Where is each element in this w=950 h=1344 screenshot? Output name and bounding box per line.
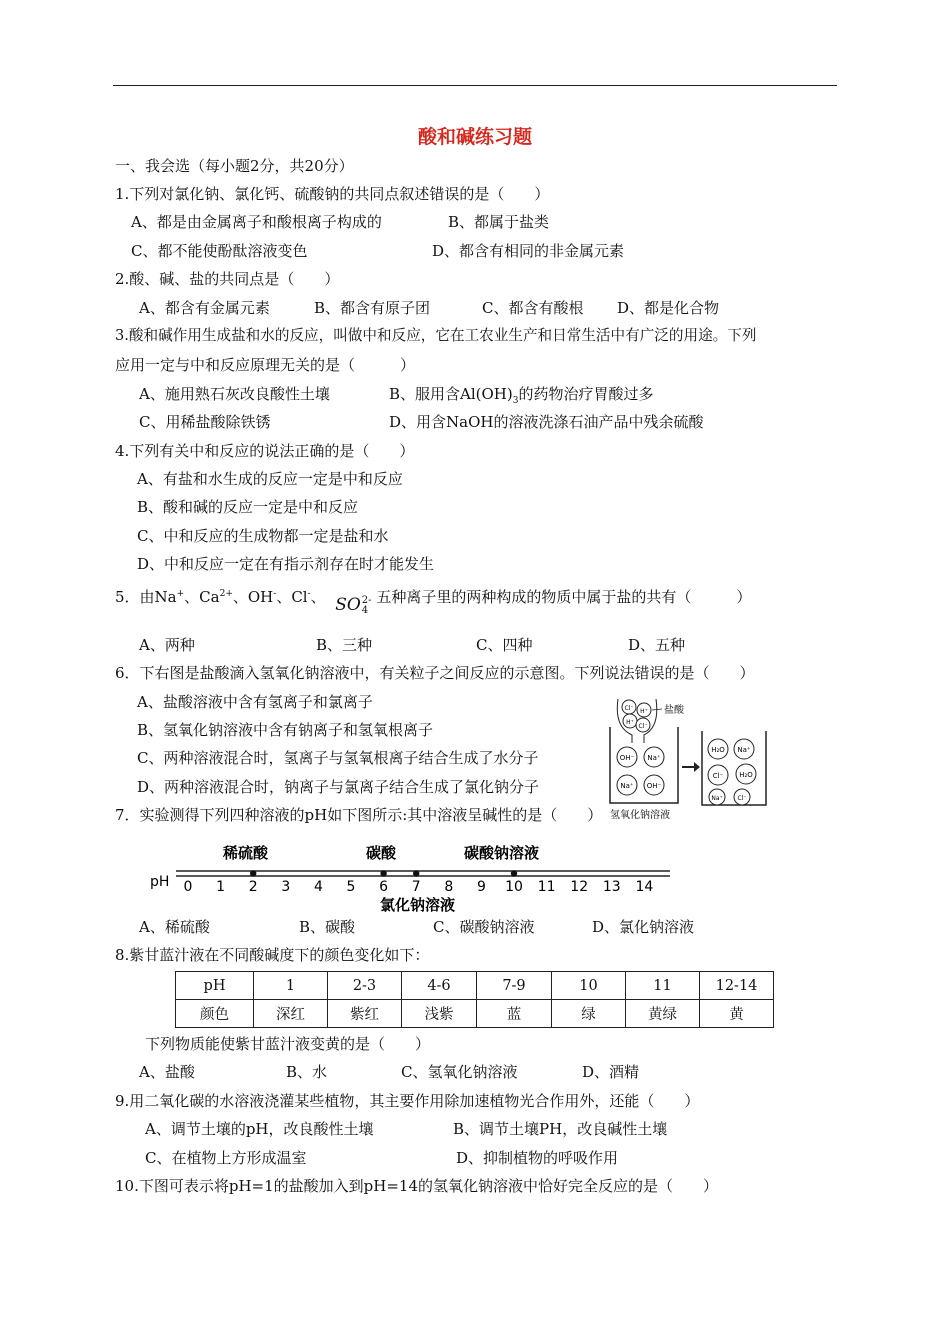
ion-label: H⁺ (640, 708, 648, 715)
q3-stem-line2: 应用一定与中和反应原理无关的是（ ） (115, 356, 416, 374)
table-cell: 12-14 (700, 972, 774, 1000)
ion-label: Cl⁻ (638, 723, 648, 730)
ph-tick-label: 11 (537, 879, 556, 895)
q2-stem: 2.酸、碱、盐的共同点是（ ） (115, 270, 340, 288)
q4-option-d: D、中和反应一定在有指示剂存在时才能发生 (137, 555, 435, 573)
table-cell: 浅紫 (402, 1000, 477, 1028)
table-cell: 蓝 (477, 1000, 552, 1028)
ion-label: Na⁺ (737, 746, 751, 754)
ph-tick-label: 12 (570, 879, 589, 895)
q1-stem: 1.下列对氯化钠、氯化钙、硫酸钠的共同点叙述错误的是（ ） (115, 185, 550, 203)
ion-label: Cl⁻ (737, 795, 747, 802)
ph-tick-label: 7 (411, 879, 421, 895)
q3-option-a: A、施用熟石灰改良酸性土壤 (139, 385, 330, 403)
q9-option-c: C、在植物上方形成温室 (145, 1149, 307, 1167)
q4-option-a: A、有盐和水生成的反应一定是中和反应 (137, 470, 403, 488)
ph-marker (413, 870, 419, 876)
page-title: 酸和碱练习题 (417, 126, 532, 148)
label-dilute-sulfuric-acid: 稀硫酸 (223, 844, 269, 862)
ph-tick-label: 5 (346, 879, 356, 895)
section-heading: 一、我会选（每小题2分，共20分） (115, 157, 354, 175)
q6-option-c: C、两种溶液混合时，氢离子与氢氧根离子结合生成了水分子 (137, 749, 539, 767)
q3-option-b: B、服用含$Al(OH)_3$的药物治疗胃酸过多 (389, 385, 654, 406)
ph-tick-label: 9 (476, 879, 486, 895)
table-cell: 紫红 (328, 1000, 402, 1028)
q1-option-d: D、都含有相同的非金属元素 (432, 242, 625, 260)
label-sodium-carbonate: 碳酸钠溶液 (464, 844, 540, 862)
label-sodium-chloride: 氯化钠溶液 (380, 896, 456, 914)
q7-option-c: C、碳酸钠溶液 (433, 918, 535, 936)
q6-option-a: A、盐酸溶液中含有氢离子和氯离子 (137, 693, 373, 711)
q4-option-c: C、中和反应的生成物都一定是盐和水 (137, 527, 389, 545)
acid-label: 盐酸 (664, 705, 684, 716)
q5-stem: 5．由Na+、$Ca^{2+}$、OH-、Cl-、 SO 2- 4 五种离子里的两种构成的物质中属于盐的共有（ ） (115, 588, 752, 616)
sulfate-formula: SO 2- 4 (335, 594, 372, 616)
q6-option-d: D、两种溶液混合时，钠离子与氯离子结合生成了氯化钠分子 (137, 778, 540, 796)
arrow-head-icon (694, 762, 700, 772)
color-table (175, 971, 774, 1028)
ion-label: OH⁻ (646, 782, 662, 790)
q6-stem: 6．下右图是盐酸滴入氢氧化钠溶液中，有关粒子之间反应的示意图。下列说法错误的是（ ） (115, 664, 755, 682)
q8-option-b: B、水 (286, 1063, 328, 1081)
table-cell: pH (176, 972, 254, 1000)
ion-label: H₂O (739, 771, 753, 779)
q3-option-c: C、用稀盐酸除铁锈 (139, 413, 271, 431)
header-rule (113, 85, 837, 86)
ion-label: H₂O (711, 746, 725, 754)
q6-option-b: B、氢氧化钠溶液中含有钠离子和氢氧根离子 (137, 721, 434, 739)
ph-marker (250, 870, 256, 876)
q1-option-a: A、都是由金属离子和酸根离子构成的 (131, 213, 382, 231)
table-cell: 11 (626, 972, 700, 1000)
q1-option-c: C、都不能使酚酞溶液变色 (131, 242, 308, 260)
q5-option-b: B、三种 (316, 636, 373, 654)
ion-label: OH⁻ (619, 754, 635, 762)
q2-option-a: A、都含有金属元素 (139, 299, 270, 317)
ph-tick-label: 2 (248, 879, 258, 895)
ion-label: Na⁺ (620, 782, 634, 790)
ph-tick-label: 6 (379, 879, 389, 895)
q5-option-d: D、五种 (628, 636, 686, 654)
table-cell: 黄 (700, 1000, 774, 1028)
q2-option-d: D、都是化合物 (617, 299, 720, 317)
table-cell: 7-9 (477, 972, 552, 1000)
q9-option-a: A、调节土壤的pH，改良酸性土壤 (145, 1120, 374, 1138)
q7-option-d: D、氯化钠溶液 (592, 918, 695, 936)
q9-option-b: B、调节土壤PH，改良碱性土壤 (453, 1120, 668, 1138)
q3-stem-line1: 3.酸和碱作用生成盐和水的反应，叫做中和反应，它在工农业生产和日常生活中有广泛的用途。下列 (115, 327, 757, 344)
table-cell: 黄绿 (626, 1000, 700, 1028)
q2-option-c: C、都含有酸根 (482, 299, 584, 317)
ph-tick-label: 3 (281, 879, 291, 895)
table-cell: 4-6 (402, 972, 477, 1000)
ph-marker (380, 870, 386, 876)
base-label: 氢氧化钠溶液 (610, 810, 670, 821)
ph-tick-label: 13 (602, 879, 621, 895)
table-cell: 10 (552, 972, 626, 1000)
ph-tick-label: 14 (635, 879, 654, 895)
label-carbonic-acid: 碳酸 (366, 844, 397, 862)
ph-marker (511, 870, 517, 876)
q8-option-a: A、盐酸 (139, 1063, 195, 1081)
table-cell: 绿 (552, 1000, 626, 1028)
q9-stem: 9.用二氧化碳的水溶液浇灌某些植物，其主要作用除加速植物光合作用外，还能（ ） (115, 1092, 700, 1110)
q2-option-b: B、都含有原子团 (314, 299, 431, 317)
q3-option-d: D、用含NaOH的溶液洗涤石油产品中残余硫酸 (389, 413, 704, 431)
ph-tick-label: 4 (313, 879, 323, 895)
table-cell: 1 (254, 972, 328, 1000)
ph-tick-label: 8 (444, 879, 454, 895)
q7-option-b: B、碳酸 (299, 918, 356, 936)
table-cell: 深红 (254, 1000, 328, 1028)
ion-label: Cl⁻ (624, 705, 634, 712)
ion-label: Cl⁻ (712, 772, 724, 780)
ph-scale-figure (148, 838, 678, 916)
neutralization-figure (596, 697, 776, 821)
q1-option-b: B、都属于盐类 (448, 213, 550, 231)
table-cell: 2-3 (328, 972, 402, 1000)
ph-tick-label: 1 (216, 879, 226, 895)
q5-option-c: C、四种 (476, 636, 533, 654)
q4-stem: 4.下列有关中和反应的说法正确的是（ ） (115, 442, 415, 460)
table-row (176, 972, 774, 1000)
q8-option-c: C、氢氧化钠溶液 (401, 1063, 518, 1081)
q4-option-b: B、酸和碱的反应一定是中和反应 (137, 498, 359, 516)
q8-stem: 8.紫甘蓝汁液在不同酸碱度下的颜色变化如下： (115, 946, 430, 964)
ph-tick-label: 10 (505, 879, 523, 895)
table-cell: 颜色 (176, 1000, 254, 1028)
q5-option-a: A、两种 (139, 636, 195, 654)
ion-label: H⁺ (626, 719, 634, 726)
q9-option-d: D、抑制植物的呼吸作用 (456, 1149, 619, 1167)
ph-tick-label: 0 (183, 879, 193, 895)
q10-stem: 10.下图可表示将pH=1的盐酸加入到pH=14的氢氧化钠溶液中恰好完全反应的是（ ） (115, 1177, 718, 1195)
q7-option-a: A、稀硫酸 (139, 918, 210, 936)
ion-label: Na⁺ (711, 795, 723, 802)
q8-option-d: D、酒精 (582, 1063, 640, 1081)
q8-sub-stem: 下列物质能使紫甘蓝汁液变黄的是（ ） (145, 1035, 431, 1053)
q7-stem: 7．实验测得下列四种溶液的pH如下图所示:其中溶液呈碱性的是（ ） (115, 806, 603, 824)
ph-axis-label: pH (150, 874, 170, 890)
ion-label: Na⁺ (647, 754, 661, 762)
table-row (176, 1000, 774, 1028)
